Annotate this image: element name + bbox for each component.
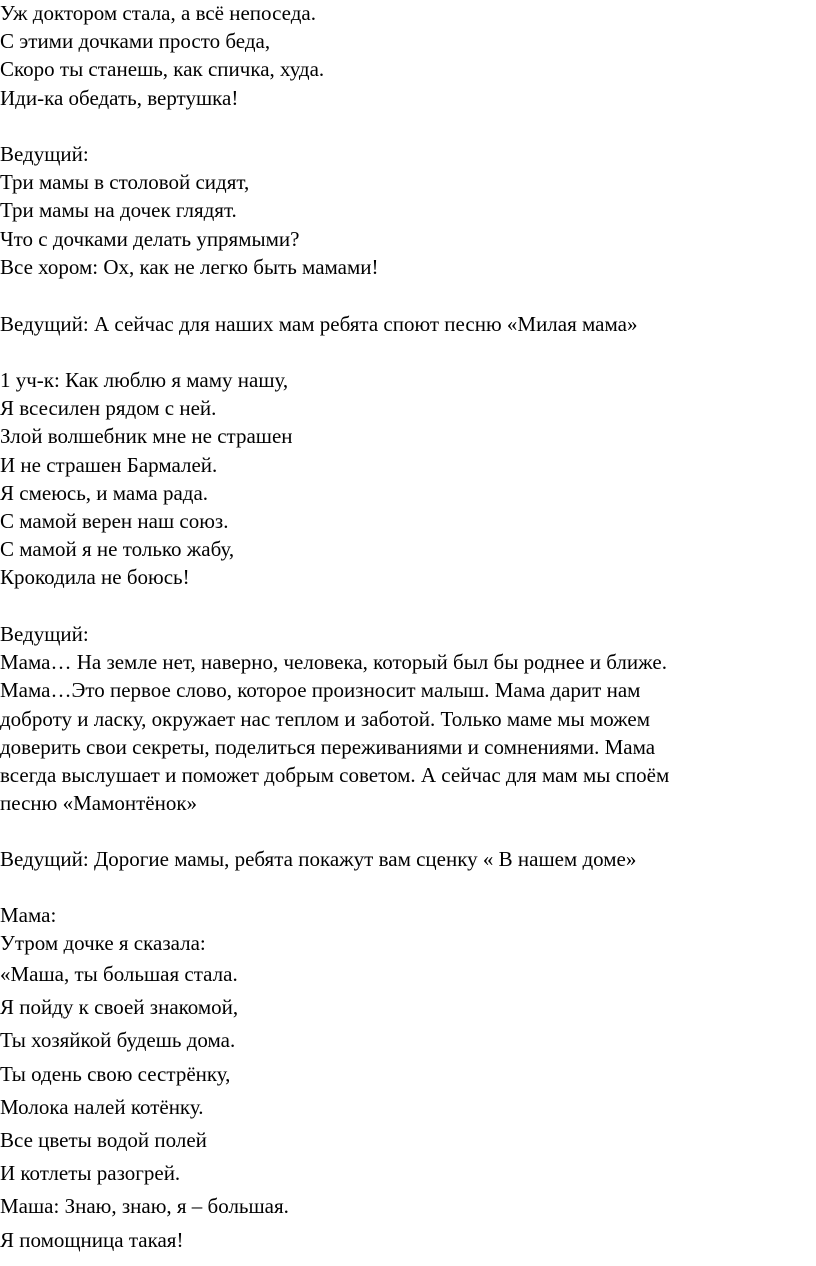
text-line: И котлеты разогрей. — [0, 1161, 181, 1186]
text-line: песню «Мамонтёнок» — [0, 791, 198, 816]
text-line: И не страшен Бармалей. — [0, 452, 218, 477]
text-line: «Маша, ты большая стала. — [0, 962, 238, 986]
host-paragraph — [0, 620, 810, 817]
stanza-2 — [0, 140, 810, 281]
text-line: Я смеюсь, и мама рада. — [0, 480, 209, 505]
text-line: Все хором: Ох, как не легко быть мамами! — [0, 254, 379, 279]
text-line: Ведущий: Дорогие мамы, ребята покажут вам сценку « В нашем доме» — [0, 847, 637, 871]
text-line: Три мамы в столовой сидят, — [0, 170, 250, 195]
text-line: Утром дочке я сказала: — [0, 931, 206, 956]
speaker-label: Ведущий: — [0, 622, 89, 646]
text-line: Я помощница такая! — [0, 1227, 184, 1252]
text-line: Ты хозяйкой будешь дома. — [0, 1028, 236, 1053]
text-line: Скоро ты станешь, как спичка, худа. — [0, 57, 325, 82]
text-line: 1 уч-к: Как люблю я маму нашу, — [0, 368, 289, 392]
scene-announcement — [0, 845, 810, 873]
text-line: Маша: Знаю, знаю, я – большая. — [0, 1194, 289, 1219]
text-line: С этими дочками просто беда, — [0, 29, 271, 54]
stanza-1 — [0, 0, 810, 112]
text-line: Уж доктором стала, а всё непоседа. — [0, 1, 316, 25]
text-line: Ты одень свою сестрёнку, — [0, 1061, 231, 1086]
text-line: Мама… На земле нет, наверно, человека, который был бы роднее и ближе. — [0, 650, 667, 675]
text-line: Мама…Это первое слово, которое произносит малыш. Мама дарит нам — [0, 678, 641, 703]
text-line: всегда выслушает и поможет добрым советом. А сейчас для мам мы споём — [0, 762, 670, 787]
text-line: Иди-ка обедать, вертушка! — [0, 85, 239, 110]
speaker-label: Мама: — [0, 903, 57, 927]
text-line: Ведущий: А сейчас для наших мам ребята споют песню «Милая мама» — [0, 312, 638, 336]
song-announcement — [0, 310, 810, 338]
text-line: С мамой я не только жабу, — [0, 537, 235, 562]
text-line: Злой волшебник мне не страшен — [0, 424, 293, 449]
speaker-label: Ведущий: — [0, 142, 89, 166]
stanza-3 — [0, 366, 810, 592]
text-line: Все цветы водой полей — [0, 1127, 207, 1152]
text-line: доверить свои секреты, поделиться переживаниями и сомнениями. Мама — [0, 734, 656, 759]
text-line: доброту и ласку, окружает нас теплом и заботой. Только маме мы можем — [0, 706, 651, 731]
stanza-4 — [0, 958, 810, 1257]
text-line: Я пойду к своей знакомой, — [0, 995, 239, 1020]
text-line: С мамой верен наш союз. — [0, 508, 229, 533]
text-line: Я всесилен рядом с ней. — [0, 396, 217, 421]
text-line: Крокодила не боюсь! — [0, 565, 190, 590]
stanza-4-head — [0, 901, 810, 957]
text-line: Молока налей котёнку. — [0, 1094, 204, 1119]
text-line: Что с дочками делать упрямыми? — [0, 226, 300, 251]
text-line: Три мамы на дочек глядят. — [0, 198, 237, 223]
